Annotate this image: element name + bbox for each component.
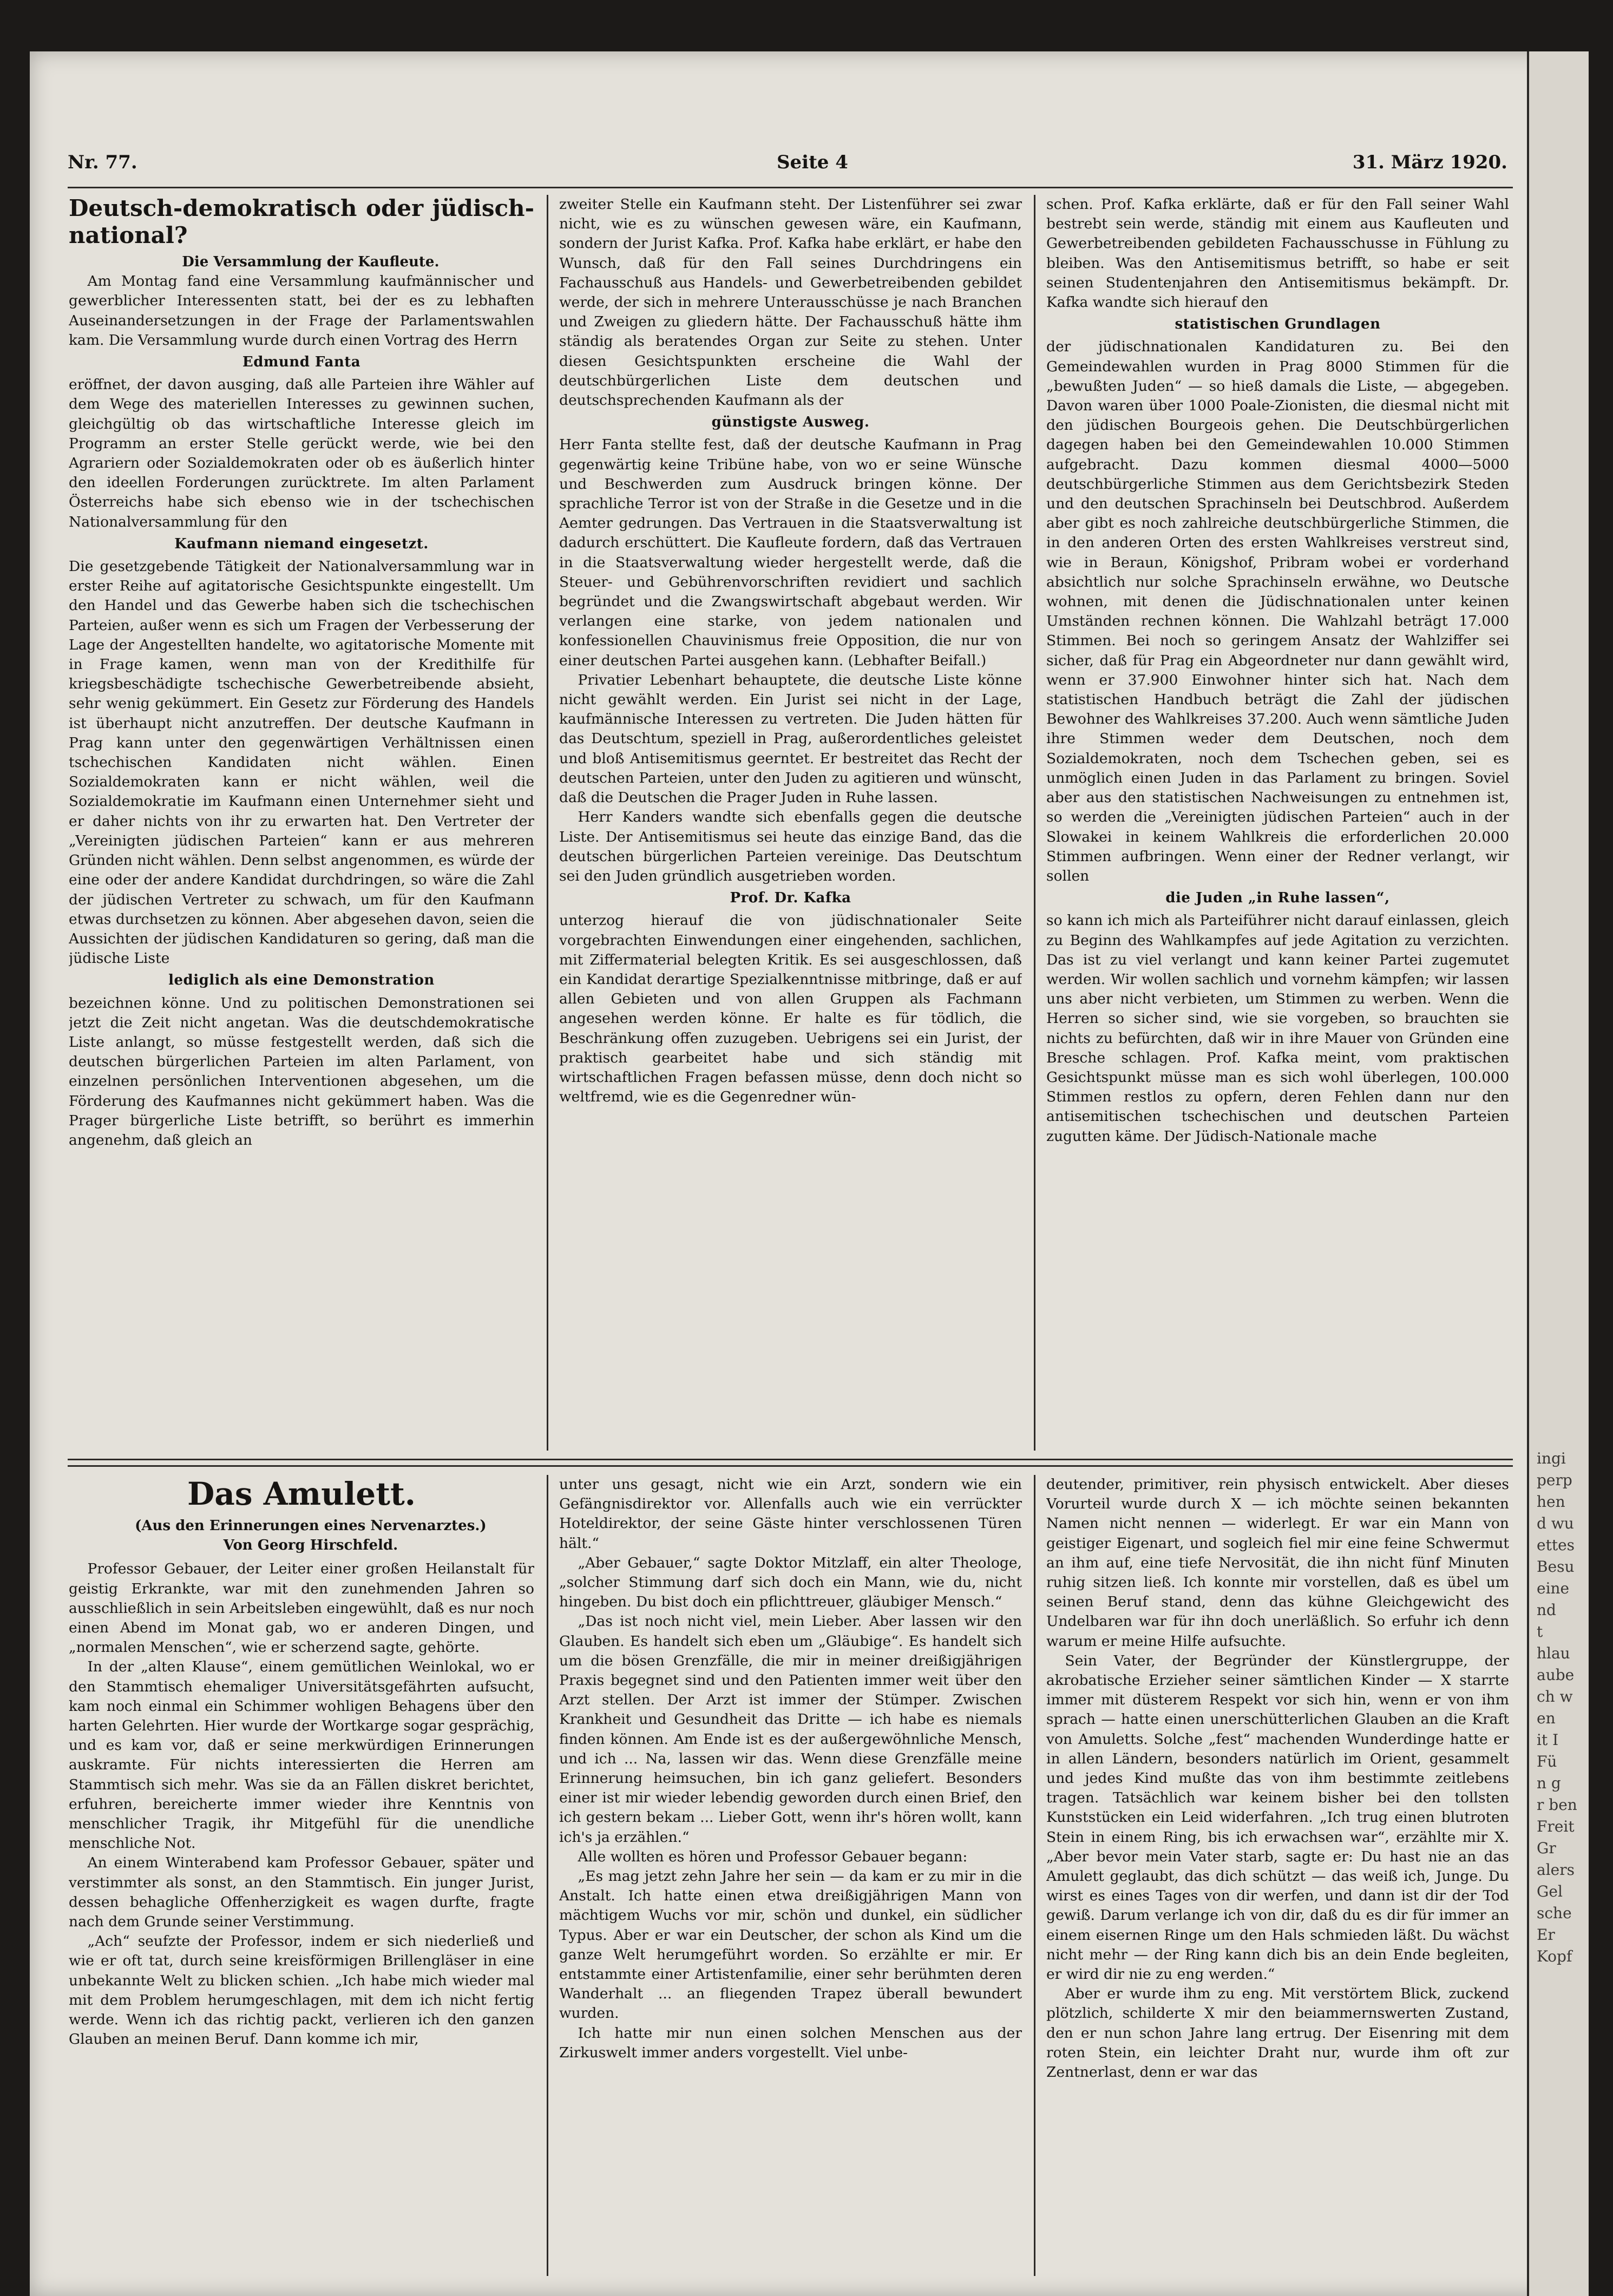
article1-subhead: Prof. Dr. Kafka [730,890,851,907]
masthead [68,152,1507,184]
article2-paragraph: Aber er wurde ihm zu eng. Mit verstörtem Blick, zuckend plötzlich, schilderte X mir den beiammernswerten Zustand, den er nun schon Jahre lang ertrug. Der Eisenring mit dem roten Stein, ein leichter Draht nur, wurde ihm oft zur Zentnerlast, denn er war das [1046,1985,1509,2081]
column-rule [547,195,548,1451]
article1-subhead: lediglich als eine Demonstration [168,972,435,989]
issue-date: 31. März 1920. [1352,152,1507,173]
article2-paragraph: „Das ist noch nicht viel, mein Lieber. Aber lassen wir den Glauben. Es handelt sich eben um „Gläubige“. Es handelt sich um die bösen Grenzfälle, die mir in meiner dreißigjährigen Praxis begegnet sind und den Patienten immer weit über den Arzt stellen. Der Arzt ist immer der Stümper. Zwischen Krankheit und Gesundheit das Dritte — ich habe es niemals finden können. Am Ende ist es der außergewöhnliche Mensch, und ich ... Na, lassen wir das. Wenn diese Grenzfälle meine Erinnerung heimsuchen, bin ich ganz geliefert. Besonders einer ist mir wieder lebendig geworden durch einen Brief, den ich gestern bekam ... Lieber Gott, wenn ihr's hören wollt, kann ich's ja erzählen.“ [559,1613,1022,1846]
article2-paragraph: Sein Vater, der Begründer der Künstlergruppe, der akrobatische Erzieher seiner sämtlichen Kinder — X starrte immer mit düsterem Respekt vor sich hin, wenn er von ihm sprach — hatte einen unerschütterlichen Glauben an die Kraft von Amuletts. Solche „fest“ machenden Wunderdinge hatte er in allen Ländern, besonders natürlich im Orient, gesammelt und jedes Kind mußte das von ihm bestimmte zeitlebens tragen. Tatsächlich war keinem bisher bei den tollsten Kunststücken ein Leid widerfahren. „Ich trug einen blutroten Stein in einem Ring, bis ich erwachsen war“, erzählte mir X. „Aber bevor mein Vater starb, sagte er: Du hast nie an das Amulett geglaubt, das dich schützt — das weiß ich, Junge. Du wirst es eines Tages von dir werfen, und dann ist dir der Tod gewiß. Darum verlange ich von dir, daß du es dir für immer an einem eisernen Ringe um den Hals schmieden läßt. Du wächst nicht mehr — der Ring kann dich bis an dein Ende begleiten, er wird dir nie zu eng werden.“ [1046,1652,1509,1983]
article2-paragraph: Ich hatte mir nun einen solchen Menschen aus der Zirkuswelt immer anders vorgestellt. Viel unbe- [559,2024,1022,2061]
article-separator [68,1459,1513,1460]
page-number: Seite 4 [777,152,848,173]
article2-byline: Von Georg Hirschfeld. [223,1537,398,1554]
header-rule [68,187,1513,188]
article1-column-3 [1046,195,1509,1451]
article2-paragraph: „Ach“ seufzte der Professor, indem er sich niederließ und wie er oft tat, durch seine kreisförmigen Brillengläser in eine unbekannte Welt zu blicken schien. „Ich habe mich wieder mal mit dem Problem herumgeschlagen, mit dem ich nicht fertig werde. Wenn ich das richtig packt, verlieren ich den ganzen Glauben an meinen Beruf. Dann komme ich mir, [69,1933,534,2048]
article2-paragraph: „Aber Gebauer,“ sagte Doktor Mitzlaff, ein alter Theologe, „solcher Stimmung darf sich doch ein Mann, wie du, nicht hingeben. Du bist doch ein pflichttreuer, gläubiger Mensch.“ [559,1554,1022,1611]
article1-paragraph: Herr Fanta stellte fest, daß der deutsche Kaufmann in Prag gegenwärtig keine Tribüne habe, von wo er seine Wünsche und Beschwerden zum Ausdruck bringen könne. Der sprachliche Terror ist von der Straße in die Gesetze und in die Aemter gedrungen. Das Vertrauen in die Staatsverwaltung ist dadurch erschüttert. Die Kaufleute fordern, daß das Vertrauen in die Staatsverwaltung wieder hergestellt werde, daß die Steuer- und Gebührenvorschriften revidiert und sachlich begründet und die Zwangswirtschaft abgebaut werden. Wir verlangen eine starke, von jedem nationalen und konfessionellen Chauvinismus freie Opposition, die nur von einer deutschen Partei ausgehen kann. (Lebhafter Beifall.) [559,436,1022,669]
article2-paragraph: An einem Winterabend kam Professor Gebauer, später und verstimmter als sonst, an den Stammtisch. Ein junger Jurist, dessen behagliche Offenherzigkeit es wagen durfte, fragte nach dem Grunde seiner Verstimmung. [69,1854,534,1931]
article-separator [68,1465,1513,1467]
article1-paragraph: Privatier Lebenhart behauptete, die deutsche Liste könne nicht gewählt werden. Ein Jurist sei nicht in der Lage, kaufmännische Interessen zu vertreten. Die Juden hätten für das Deutschtum, speziell in Prag, außerordentliches geleistet und bloß Antisemitismus geerntet. Er bestreitet das Recht der deutschen Parteien, unter den Juden zu agitieren und wünscht, daß die Deutschen die Prager Juden in Ruhe lassen. [559,671,1022,806]
issue-number: Nr. 77. [68,152,137,173]
article1-paragraph: so kann ich mich als Parteiführer nicht darauf einlassen, gleich zu Beginn des Wahlkampfes auf jede Agitation zu verzichten. Das ist zu viel verlangt und kann keiner Partei zugemutet werden. Wir wollen sachlich und vornehm kämpfen; wir lassen uns aber nicht verbieten, um Stimmen zu werben. Wenn die Herren so sicher sind, wie sie vorgeben, so brauchten sie nichts zu befürchten, daß wir in ihre Mauer von Gründen eine Bresche schlagen. Prof. Kafka meint, vom praktischen Gesichtspunkt müsse man es sich wohl überlegen, 100.000 Stimmen restlos zu opfern, deren Fehlen dann nur den antisemitischen tschechischen und deutschen Parteien zugutten käme. Der Jüdisch-Nationale mache [1046,912,1509,1145]
article2-paragraph: In der „alten Klause“, einem gemütlichen Weinlokal, wo er den Stammtisch ehemaliger Universitätsgefährten aufsucht, kam noch einmal ein Schimmer wohligen Behagens über den harten Gelehrten. Hier wurde der Wortkarge sogar gesprächig, und es kam vor, daß er seine merkwürdigen Erinnerungen auskramte. Für nichts interessierten die Herren am Stammtisch sich mehr. Was sie da an Fällen diskret berichtet, erfuhren, bereicherte immer wieder ihre Kenntnis von menschlicher Tragik, ihr Mitgefühl für die unendliche menschliche Not. [69,1658,534,1852]
column-rule [547,1475,548,2276]
newspaper-page [30,51,1589,2296]
article1-subhead: Edmund Fanta [242,354,361,371]
article2-paragraph: Professor Gebauer, der Leiter einer großen Heilanstalt für geistig Erkrankte, war mit den zunehmenden Jahren so ausschließlich in sein Arbeitsleben eingewühlt, daß es nur noch einen Abend im Monat gab, wo er anderen Dingen, und „normalen Menschen“, wie er scherzend sagte, gehörte. [69,1560,534,1656]
column-rule [1034,1475,1035,2276]
article2-column-3 [1046,1475,1509,2276]
article1-paragraph: der jüdischnationalen Kandidaturen zu. Bei den Gemeindewahlen wurden in Prag 8000 Stimmen für die „bewußten Juden“ — so hieß damals die Liste, — abgegeben. Davon waren über 1000 Poale-Zionisten, die diesmal nicht mit den jüdischen Bourgeois gehen. Die Deutschbürgerlichen dagegen haben bei den Gemeindewahlen 10.000 Stimmen aufgebracht. Dazu kommen diesmal 4000—5000 deutschbürgerliche Stimmen aus dem Gerichtsbezirk Steden und den deutschen Sprachinseln bei Deutschbrod. Außerdem aber gibt es noch zahlreiche deutschbürgerliche Stimmen, die in den anderen Orten des ersten Wahlkreises verstreut sind, wie in Beraun, Königshof, Pribram wobei er vorderhand absichtlich nur solche Sprachinseln erwähne, wo Deutsche wohnen, mit denen die Jüdischnationalen unter keinen Umständen rechnen können. Die Wahlzahl beträgt 17.000 Stimmen. Bei noch so geringem Ansatz der Wahlziffer sei sicher, daß für Prag ein Abgeordneter nur dann gewählt wird, wenn er 37.900 Einwohner hinter sich hat. Nach dem statistischen Handbuch beträgt die Zahl der jüdischen Bewohner des Wahlkreises 37.200. Auch wenn sämtliche Juden ihre Stimmen weder dem Deutschen, noch dem Sozialdemokraten, noch dem Tschechen geben, sei es unmöglich einen Juden in das Parlament zu bringen. Soviel aber aus den statistischen Nachweisungen zu entnehmen ist, so werden die „Vereinigten jüdischen Parteien“ auch in der Slowakei in keinem Wahlkreis die erforderlichen 20.000 Stimmen aufbringen. Wenn einer der Redner verlangt, wir sollen [1046,338,1509,884]
article2-title: Das Amulett. [187,1475,416,1512]
article2-paragraph: deutender, primitiver, rein physisch entwickelt. Aber dieses Vorurteil wurde durch X — ich möchte seinen bekannten Namen nicht nennen — widerlegt. Er war ein Mann von geistiger Eigenart, und sogleich fiel mir eine feine Schwermut an ihm auf, eine tiefe Nervosität, die ihn nicht fünf Minuten ruhig sitzen ließ. Ich konnte mir vorstellen, daß es übel um seinen Beruf stand, denn das kühne Gleichgewicht des Undelbaren war für ihn doch unerläßlich. So erfuhr ich denn warum er meine Hilfe aufsuchte. [1046,1476,1509,1650]
article1-subhead: Kaufmann niemand eingesetzt. [174,535,429,552]
article2-paragraph: unter uns gesagt, nicht wie ein Arzt, sondern wie ein Gefängnisdirektor vor. Allenfalls auch wie ein verrückter Hoteldirektor, der seine Gäste hinter verschlossenen Türen hält.“ [559,1476,1022,1552]
article1-title: Deutsch-demokratisch oder jüdisch-national? [69,195,534,248]
article2-paragraph: Alle wollten es hören und Professor Gebauer begann: [578,1848,968,1865]
article1-column-1 [69,195,534,1451]
article1-paragraph: Herr Kanders wandte sich ebenfalls gegen die deutsche Liste. Der Antisemitismus sei heute das einzige Band, das die deutschen bürgerlichen Parteien vereinige. Das Deutschtum sei den Juden gründlich ausgetrieben worden. [559,809,1022,884]
article1-paragraph: bezeichnen könne. Und zu politischen Demonstrationen sei jetzt die Zeit nicht angetan. Was die deutschdemokratische Liste anlangt, so müsse festgestellt werden, daß sich die deutschen bürgerlichen Parteien im alten Parlament, von einzelnen persönlichen Interventionen abgesehen, um die Förderung des Kaufmannes nicht gekümmert haben. Was die Prager bürgerliche Liste betrifft, so berührt es immerhin angenehm, daß gleich an [69,994,534,1149]
article2-subtitle: (Aus den Erinnerungen eines Nervenarztes.) [135,1518,487,1534]
article1-subtitle: Die Versammlung der Kaufleute. [182,254,440,270]
article1-subhead: die Juden „in Ruhe lassen“, [1165,890,1390,907]
article1-subhead: statistischen Grundlagen [1175,316,1381,333]
article1-paragraph: zweiter Stelle ein Kaufmann steht. Der Listenführer sei zwar nicht, wie es zu wünschen gewesen wäre, ein Kaufmann, sondern der Jurist Kafka. Prof. Kafka habe erklärt, er habe den Wunsch, daß für den Fall seines Durchdringens ein Fachausschuß aus Handels- und Gewerbetreibenden gebildet werde, der sich in mehrere Unterausschüsse je nach Branchen und Zweigen zu gliedern hätte. Der Fachausschuß hätte ihm ständig als beratendes Organ zur Seite zu stehen. Unter diesen Gesichtspunkten erscheine die Wahl der deutschbürgerlichen Liste dem deutschen und deutschsprechenden Kaufmann als der [559,196,1022,409]
article1-subhead: günstigste Ausweg. [711,414,870,431]
column-rule [1034,195,1035,1451]
article2-column-1 [69,1475,534,2276]
article1-paragraph: Die gesetzgebende Tätigkeit der Nationalversammlung war in erster Reihe auf agitatorische Gesichtspunkte eingestellt. Um den Handel und das Gewerbe haben sich die tschechischen Parteien, außer wenn es sich um Fragen der Verbesserung der Lage der Angestellten handelte, wo agitatorische Momente mit in Frage kamen, wenn man von der Kredithilfe für kriegsbeschädigte tschechische Gewerbetreibende absieht, sehr wenig gekümmert. Ein Gesetz zur Förderung des Handels ist überhaupt nicht anzutreffen. Der deutsche Kaufmann in Prag kann unter den gegenwärtigen Verhältnissen einen tschechischen Kandidaten nicht wählen. Einen Sozialdemokraten kann er nicht wählen, weil die Sozialdemokratie im Kaufmann einen Unternehmer sieht und er daher nichts von ihr zu erwarten hat. Den Vertreter der „Vereinigten jüdischen Parteien“ kann er aus mehreren Gründen nicht wählen. Denn selbst angenommen, es würde der eine oder der andere Kandidat durchdringen, so wäre die Zahl der jüdischen Vertreter zu schwach, um für den Kaufmann etwas durchsetzen zu können. Aber abgesehen davon, seien die Aussichten der jüdischen Kandidaturen so gering, daß man die jüdische Liste [69,558,534,967]
adjacent-page-text: ingi perp hen d wu ettes Besu eine nd t hlau aube ch w en it I Fü n g r ben Freit Gr alers Gel sche Er Kopf [1537,1449,1577,1965]
adjacent-page-edge [1527,51,1589,2296]
article1-paragraph: unterzog hierauf die von jüdischnationaler Seite vorgebrachten Einwendungen einer eingehenden, sachlichen, mit Ziffermaterial belegten Kritik. Es sei ausgeschlossen, daß ein Kandidat derartige Spezialkenntnisse mitbringe, daß er auf allen Gebieten und von allen Gruppen als Fachmann angesehen werden könne. Er halte es für tödlich, die Beschränkung offen zuzugeben. Uebrigens sei ein Jurist, der praktisch gearbeitet habe und sich ständig mit wirtschaftlichen Fragen befassen müsse, denn doch nicht so weltfremd, wie es die Gegenredner wün- [559,912,1022,1106]
article2-paragraph: „Es mag jetzt zehn Jahre her sein — da kam er zu mir in die Anstalt. Ich hatte einen etwa dreißigjährigen Mann von mächtigem Wuchs vor mir, schön und dunkel, ein südlicher Typus. Aber er war ein Deutscher, der schon als Kind um die ganze Welt herumgeführt worden. So erzählte er mir. Er entstammte einer Artistenfamilie, einer sehr berühmten deren Wanderhalt ... an fliegenden Trapez überall bewundert wurden. [559,1868,1022,2022]
article1-paragraph: eröffnet, der davon ausging, daß alle Parteien ihre Wähler auf dem Wege des materiellen Interesses zu gewinnen suchen, gleichgültig ob das wirtschaftliche Interesse gleich im Programm an erster Stelle gerückt werde, wie bei den Agrariern oder Sozialdemokraten oder ob es äußerlich hinter den ideellen Forderungen zurücktrete. Im alten Parlament Österreichs habe sich ebenso wie in der tschechischen Nationalversammlung für den [69,376,534,530]
article2-column-2 [559,1475,1022,2276]
article1-paragraph: Am Montag fand eine Versammlung kaufmännischer und gewerblicher Interessenten statt, bei der es zu lebhaften Auseinandersetzungen in der Frage der Parlamentswahlen kam. Die Versammlung wurde durch einen Vortrag des Herrn [69,273,534,349]
article1-column-2 [559,195,1022,1451]
article1-paragraph: schen. Prof. Kafka erklärte, daß er für den Fall seiner Wahl bestrebt sein werde, ständig mit einem aus Kaufleuten und Gewerbetreibenden gebildeten Fachausschusse in Fühlung zu bleiben. Was den Antisemitismus betrifft, so habe er seit seinen Studentenjahren den Antisemitismus bekämpft. Dr. Kafka wandte sich hierauf den [1046,196,1509,311]
